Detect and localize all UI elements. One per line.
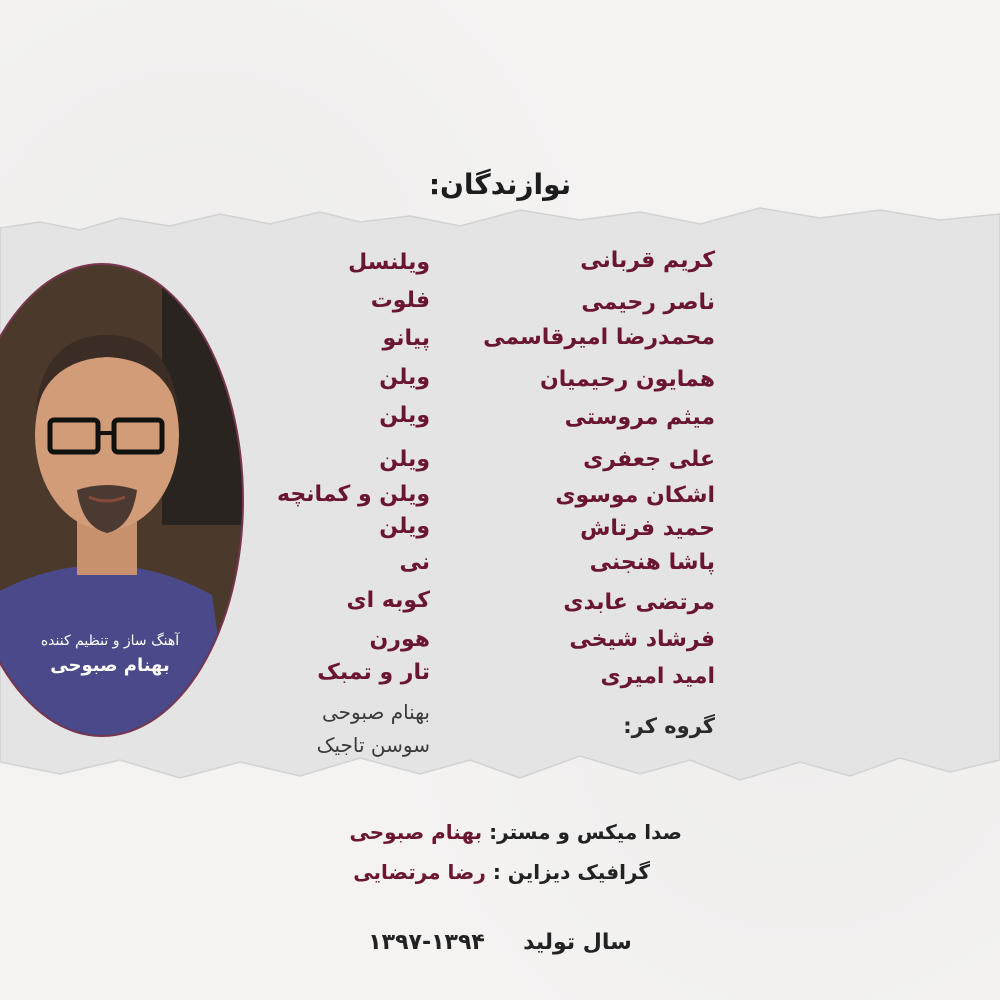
instrument-label: تار و تمبک: [317, 660, 430, 685]
year-value: ۱۳۹۴-۱۳۹۷: [368, 930, 485, 955]
composer-name: بهنام صبوحی: [50, 655, 170, 676]
musician-name: مرتضی عابدی: [563, 590, 715, 615]
musician-name: پاشا هنجنی: [589, 550, 715, 575]
composer-role: آهنگ ساز و تنظیم کننده: [40, 633, 180, 649]
year-label: سال تولید: [523, 930, 632, 955]
instrument-label: ویلن: [379, 403, 430, 428]
instrument-label: ویلن: [379, 447, 430, 472]
instrument-label: فلوت: [370, 288, 430, 313]
instrument-label: کوبه ای: [346, 588, 430, 613]
instrument-label: ویلن: [379, 514, 430, 539]
musician-name: همایون رحیمیان: [539, 367, 715, 392]
instrument-label: ویلن: [379, 365, 430, 390]
instrument-label: هورن: [369, 627, 430, 652]
musician-name: فرشاد شیخی: [569, 627, 715, 652]
choir-member: سوسن تاجیک: [316, 733, 430, 757]
mix-label: صدا میکس و مستر:: [489, 820, 682, 844]
instrument-label: ویلنسل: [348, 250, 430, 275]
musician-name: اشکان موسوی: [555, 483, 715, 508]
musician-name: محمدرضا امیرقاسمی: [483, 325, 715, 350]
musician-name: کریم قربانی: [580, 248, 715, 273]
graphic-credit: [353, 860, 650, 884]
mix-value: بهنام صبوحی: [349, 820, 483, 844]
musician-name: ناصر رحیمی: [581, 290, 715, 315]
instrument-label: نی: [399, 550, 430, 575]
graphic-label: گرافیک دیزاین :: [492, 860, 650, 884]
production-year: [0, 930, 1000, 955]
musician-name: حمید فرتاش: [580, 516, 715, 541]
musician-name: میثم مروستی: [564, 405, 715, 430]
musician-name: امید امیری: [600, 664, 715, 689]
instrument-label: پیانو: [382, 326, 430, 351]
choir-member: بهنام صبوحی: [321, 700, 430, 724]
choir-label: گروه کر:: [623, 714, 715, 738]
instrument-label: ویلن و کمانچه: [277, 482, 430, 507]
graphic-value: رضا مرتضایی: [353, 860, 486, 884]
musician-name: علی جعفری: [583, 447, 715, 472]
page-title: نوازندگان:: [428, 168, 572, 201]
mix-credit: [350, 820, 683, 844]
